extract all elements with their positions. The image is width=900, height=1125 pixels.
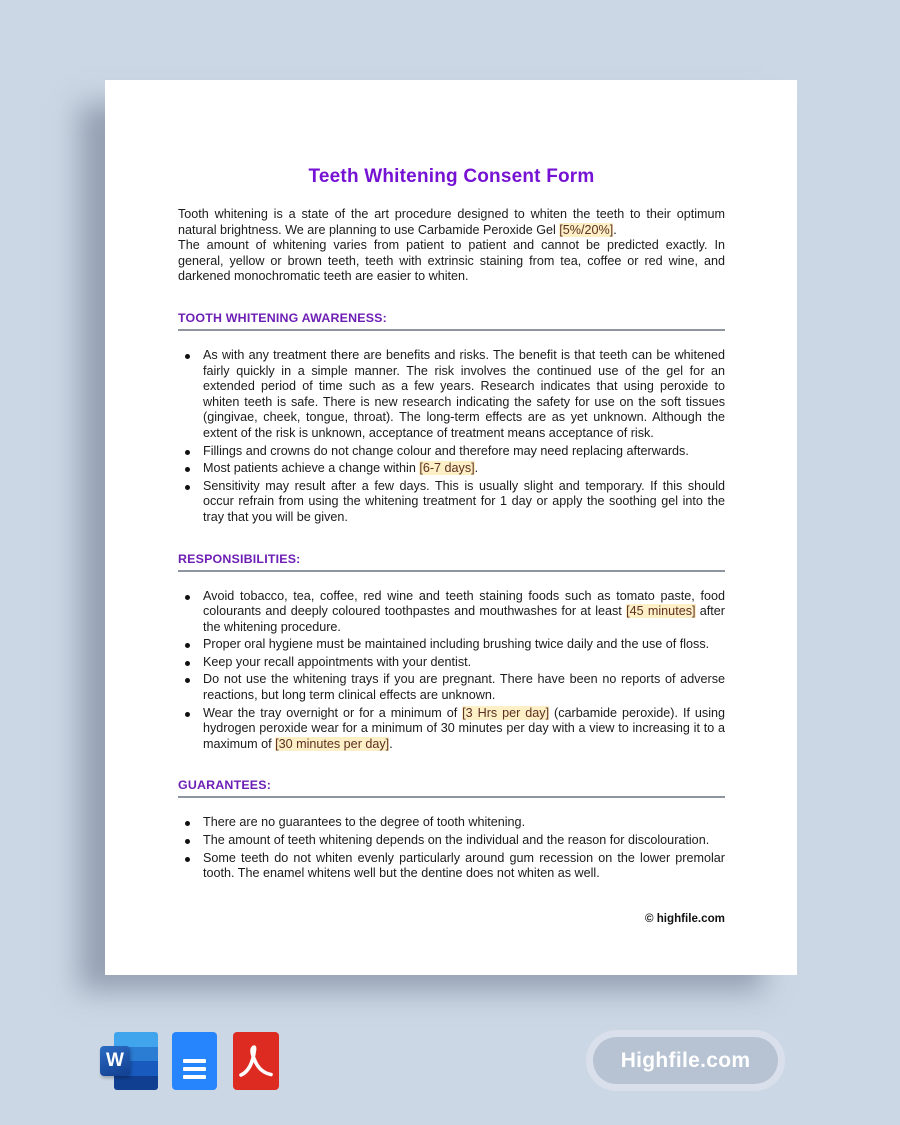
highlighted-field: [3 Hrs per day] (462, 705, 550, 720)
copyright-text: © highfile.com (644, 911, 725, 925)
text-run: The amount of whitening varies from patient to patient and cannot be predicted exactly. In general, yellow or brown teeth, teeth with extrinsic staining from tea, coffee or red wine, and darkened monochromatic teeth are easier to whiten. (178, 238, 725, 284)
text-run: Keep your recall appointments with your dentist. (203, 654, 472, 669)
highlighted-field: [5%/20%] (559, 222, 614, 237)
text-run: Do not use the whitening trays if you are pregnant. There have been no reports of adverse reactions, but long term clinical effects are unknown. (203, 672, 725, 703)
highlighted-field: [30 minutes per day] (275, 736, 390, 751)
text-run: . (389, 736, 393, 751)
bullet-item (178, 461, 725, 477)
document-section (178, 311, 725, 526)
text-run: As with any treatment there are benefits and risks. The benefit is that teeth can be whitened fairly quickly in a simple manner. The risk involves the continued use of the gel for an extended period of time such as a few years. Research indicates that using peroxide to whiten teeth is safe. There is new research indicating the safety for use on the soft tissues (gingivae, cheek, tongue, throat). The long-term effects are as yet unknown. Although the extent of the risk is unknown, acceptance of treatment means acceptance of risk. (203, 347, 725, 440)
text-run: Tooth whitening is a state of the art procedure designed to whiten the teeth to their optimum natural brightness. We are planning to use Carbamide Peroxide Gel (178, 207, 725, 237)
bullet-list (178, 589, 725, 753)
text-run: . (474, 461, 479, 476)
highfile-button[interactable]: Highfile.com (593, 1037, 778, 1084)
text-run: There are no guarantees to the degree of tooth whitening. (203, 815, 526, 830)
word-download-icon[interactable] (100, 1032, 158, 1090)
section-heading: RESPONSIBILITIES: (178, 552, 725, 572)
intro-paragraph (178, 238, 725, 285)
highlighted-field: [6-7 days] (419, 461, 475, 476)
text-run: Avoid tobacco, tea, coffee, red wine and teeth staining foods such as tomato paste, food colourants and deeply coloured toothpastes and mouthwashes for at least (203, 588, 725, 619)
section-heading: GUARANTEES: (178, 778, 725, 798)
bullet-item (178, 833, 725, 849)
highlighted-field: [45 minutes] (626, 604, 696, 619)
text-run: (carbamide peroxide). If using hydrogen peroxide wear for a minimum of 30 minutes per day with a view to increasing it to a maximum of (203, 705, 725, 751)
document-section (178, 778, 725, 881)
bullet-item (178, 444, 725, 460)
bullet-item (178, 589, 725, 636)
document-page (105, 80, 797, 975)
word-letter-tile: W (100, 1046, 130, 1076)
text-run: Sensitivity may result after a few days. This is usually slight and temporary. If this should occur refrain from using the whitening treatment for 1 day or apply the soothing gel into the tray that you will be given. (203, 478, 725, 524)
text-run: Wear the tray overnight or for a minimum of (203, 705, 463, 720)
document-title: Teeth Whitening Consent Form (308, 166, 595, 187)
document-section (178, 552, 725, 753)
acrobat-icon (235, 1038, 277, 1084)
text-run: . (613, 222, 617, 237)
section-heading: TOOTH WHITENING AWARENESS: (178, 311, 725, 331)
text-run: Proper oral hygiene must be maintained including brushing twice daily and the use of floss. (203, 637, 710, 652)
intro-paragraph (178, 207, 725, 238)
text-run: The amount of teeth whitening depends on the individual and the reason for discolouration. (203, 833, 710, 848)
document-content (105, 80, 797, 925)
bullet-item (178, 672, 725, 703)
bullet-item (178, 348, 725, 442)
document-sections (178, 311, 725, 882)
bullet-item (178, 815, 725, 831)
bullet-item (178, 706, 725, 753)
bullet-item (178, 479, 725, 526)
google-docs-download-icon[interactable] (172, 1032, 217, 1090)
docs-doc-shape (172, 1032, 217, 1090)
text-run: Some teeth do not whiten evenly particularly around gum recession on the lower premolar tooth. The enamel whitens well but the dentine does not whiten as well. (203, 850, 725, 881)
text-run: after the whitening procedure. (203, 604, 725, 634)
bullet-item (178, 655, 725, 671)
bullet-item (178, 851, 725, 882)
bullet-list (178, 348, 725, 526)
pdf-download-icon[interactable] (233, 1032, 279, 1090)
bullet-list (178, 815, 725, 881)
pdf-doc-shape (233, 1032, 279, 1090)
text-run: Fillings and crowns do not change colour and therefore may need replacing afterwards. (203, 443, 689, 458)
text-run: Most patients achieve a change within (203, 461, 420, 476)
bullet-item (178, 637, 725, 653)
intro-paragraphs (178, 207, 725, 285)
